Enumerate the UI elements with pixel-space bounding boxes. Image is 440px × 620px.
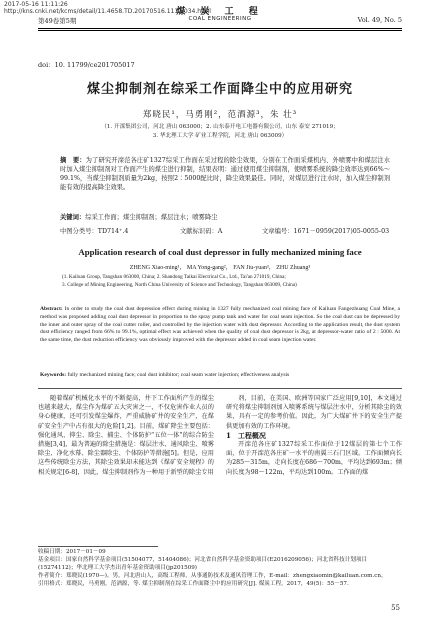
body-column-left — [38, 394, 214, 477]
body-paragraph: 随着煤矿机械化水平的不断提高，井下工作面所产生的煤尘也越来越大，煤尘作为煤矿五大灾害之一，不仅危害作业人员的身心健康，还可引发煤尘爆炸，严重威胁矿井的安全生产，在煤矿安全生产中占有很大的危险[1,2]。目前，煤矿降尘主要包括：强化通风、抑尘、除尘、捕尘、个体防护“五位一体”的综合防尘措施[3,4]，最为普遍的除尘措施是：煤层注水、通风除尘、喷雾除尘、净化水幕、除尘器除尘、个体防护等措施[5]。但是，应用这些传统除尘方法，其除尘效果却未能达到《煤矿安全规程》的相关规定[6-8]，因此，煤尘抑制剂作为一种用于新型的除尘专用 — [38, 395, 214, 476]
page-number: 55 — [391, 604, 400, 612]
volume-en: Vol. 49, No. 5 — [357, 16, 402, 24]
keywords-en — [40, 372, 400, 378]
abstract-en-text: In order to study the coal dust depression effect during mining in 1327 fully mechanized coal mining face of Kailuan Fangezhuang Coal Mine, a method was proposed adding coal dust depressor in proportion to the spray pump tank and water for coal seam injection. So the coal dust can be depressed by the inner and outer spray of the coal cutter roller, and controlled by the injection water with dust depressor. According to the application result, the dust system dust efficiency ranged from 66% to 99.1%, optimal effect was achieved when the quality of coal dust depressor is 2kg, at depressor-water ratio of 2 : 5000. At the same time, the dust reduction efficiency was obviously improved with the depressor added in coal seam injection water. — [40, 306, 401, 344]
body-paragraph: 开滦范各庄矿1327综采工作面位于12煤层的第七个工作面，位于开滦范各庄矿一水平的南翼三石门区域。工作面倾向长为285～315m，走向长度在686～700m，平均达到693m；倾向长度为98～122m，平均达到100m。工作面的煤 — [226, 441, 402, 476]
keywords-text: 综采工作面；煤尘抑制剂；煤层注水；喷雾降尘 — [85, 214, 218, 221]
keywords-label: 关键词： — [60, 214, 86, 221]
keywords-en-label: Keywords: — [40, 372, 67, 378]
header-rule — [38, 28, 402, 29]
abstract-en-label: Abstract: — [40, 306, 63, 312]
footnote — [38, 548, 402, 588]
affiliation-line: 3. 华北理工大学 矿业工程学院，河北 唐山 063009） — [152, 133, 288, 139]
authors-en: ZHENG Xiao-ming¹， MA Yong-gang²， FAN Jiu-yuan³， ZHU Zhuang³ — [129, 265, 311, 271]
abstract-rule — [38, 388, 402, 389]
footnote-rule — [38, 546, 158, 547]
clc-number: 中图分类号：TD714⁺.4 — [60, 228, 129, 235]
abstract-cn — [60, 156, 390, 192]
abstract-label: 摘 要： — [60, 157, 86, 164]
affiliation-line: （1. 开滦集团公司，河北 唐山 063000；2. 山东泰开电工电器有限公司，山东 泰安 271019； — [101, 124, 339, 130]
article-number: 文章编号：1671－0959(2017)05-0055-03 — [262, 228, 390, 235]
body-column-right — [226, 394, 402, 477]
body-paragraph: 剂，目前，在美国、欧洲等国家广泛应用[9,10]，本文通过研究将煤尘抑制剂加入喷雾系统与煤层注水中，分析其除尘的效果，具有一定的参考价值。因此，为广大煤矿井下的安全生产提供更加有效的工作环境。 — [226, 395, 402, 430]
affiliation-en-line: (1. Kailuan Group, Tangshan 063000, China; 2. Shandong Taikai Electrical Co., Ltd., Tai'an 271019, China; — [62, 274, 286, 280]
authors: 郑晓民¹，马勇刚²，范酒源³，朱 壮³ — [142, 110, 298, 120]
document-code: 文献标识码：A — [180, 228, 223, 235]
stamp-url[interactable]: http://kns.cnki.net/kcms/detail/11.4658.TD.20170516.1111.034.html — [4, 8, 211, 15]
stamp-time: 2017-05-16 11:11:26 — [4, 1, 68, 8]
doi: doi：10. 11799/ce201705017 — [38, 61, 135, 69]
keywords-en-text: fully mechanized mining face; coal dust inhibitor; coal seam water injection; effectiveness analysis — [67, 372, 290, 378]
received-date: 收稿日期：2017－01－09 — [38, 549, 106, 555]
paper-title: 煤尘抑制剂在综采工作面降尘中的应用研究 — [86, 82, 353, 97]
header-rule-2 — [38, 30, 402, 31]
journal-title: 煤 炭 工 程 — [176, 7, 264, 17]
author-bio: 作者简介：郑晓民(1970—)，男，河北唐山人，高级工程师，从事通防技术及通风管理工作，E-mail：zhengxiaomin@kailuan.com.cn。 — [38, 573, 387, 579]
title-en: Application research of coal dust depressor in fully mechanized mining face — [78, 247, 362, 257]
abstract-text: 为了研究开滦范各庄矿1327综采工作面在采过程的除尘效果，分别在工作面采煤机内、外喷雾中和煤层注水时加入煤尘抑制剂对工作面产生的煤尘进行抑制，结果表明：通过使用煤尘抑制剂，使喷雾系统的降尘效率达到66%～99.1%，当煤尘抑制剂质量为2kg，按照2∶5000配比时，降尘效果最佳。同时，对煤层进行注水时，加入煤尘抑制剂能有效的提高降尘效果。 — [60, 157, 391, 191]
citation-format: 引用格式：郑晓民，马勇刚，范酒源，等. 煤尘抑制剂在综采工作面降尘中的应用研究[J]. 煤炭工程，2017，49(5)：55－57. — [38, 581, 349, 587]
affiliation-en-line: 3. College of Mining Engineering, North China University of Science and Technology, Tangshan 063009, China) — [62, 282, 297, 288]
abstract-en — [40, 306, 400, 345]
section-heading: 1 工程概况 — [226, 430, 266, 440]
fund-project: 基金项目：国家自然科学基金项目(51504077，51404086)；河北省自然科学基金资助项目(E2016209056)；河北省科技计划项目(15274112)；华北理工大学杰出青年基金资助项目(jp201509) — [38, 557, 368, 571]
keywords-cn — [60, 212, 390, 221]
journal-title-en: COAL ENGINEERING — [188, 16, 252, 22]
volume-cn: 第49卷第5期 — [38, 17, 77, 25]
